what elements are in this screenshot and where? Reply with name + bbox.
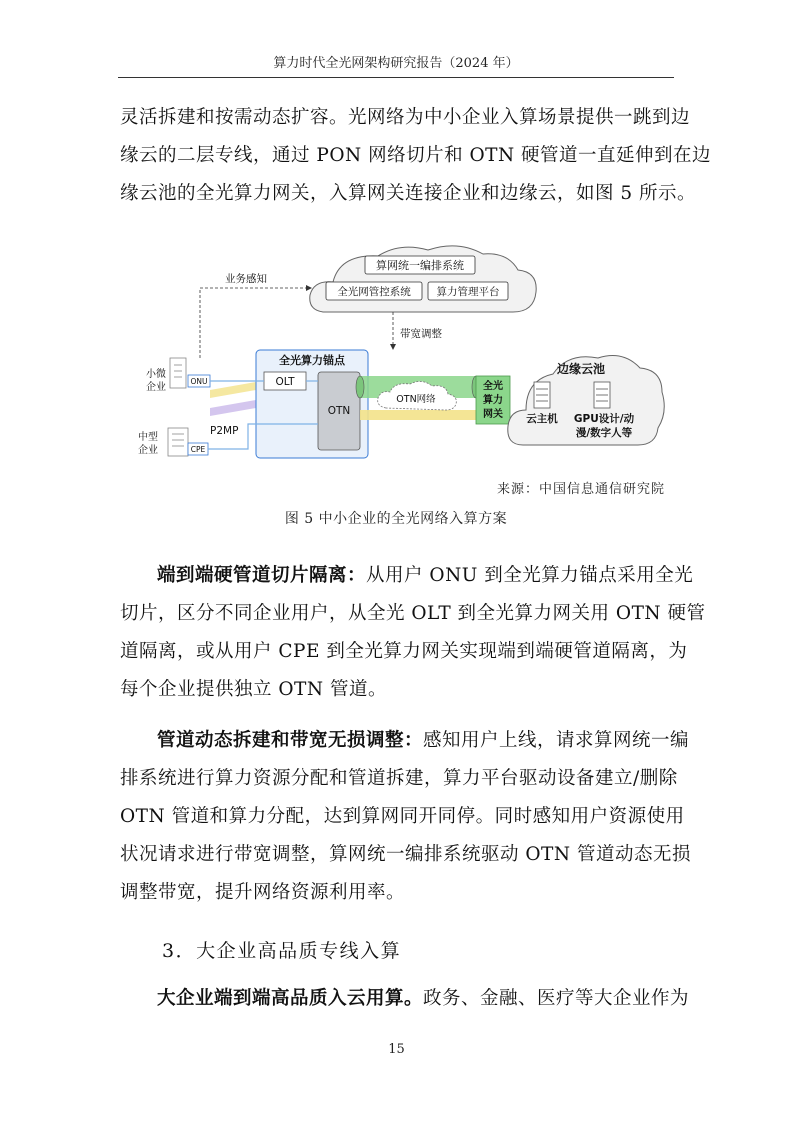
optical-control-label: 全光网管控系统 xyxy=(337,286,411,298)
para2-text-1: 感知用户上线，请求算网统一编 xyxy=(423,730,690,751)
medium-building-icon xyxy=(168,428,188,456)
business-sense-arrow xyxy=(200,288,306,358)
para1-line-2: 切片，区分不同企业用户，从全光 OLT 到全光算力网关用 OTN 硬管 xyxy=(120,603,706,624)
bandwidth-adjust-label: 带宽调整 xyxy=(400,328,442,340)
para3-text-1: 政务、金融、医疗等大企业作为 xyxy=(423,988,690,1009)
otn-network-label: OTN网络 xyxy=(396,394,436,405)
gpu-label-2: 漫/数字人等 xyxy=(575,427,633,439)
gpu-label-1: GPU设计/动 xyxy=(573,413,635,425)
gateway-label-1: 全光 xyxy=(483,381,503,392)
para3-line-1 xyxy=(157,980,690,1018)
yellow-tube xyxy=(360,410,476,420)
page-header: 算力时代全光网架构研究报告（2024 年） xyxy=(118,52,674,78)
yellow-slice xyxy=(210,382,256,398)
para2-lead: 管道动态拆建和带宽无损调整： xyxy=(157,730,424,751)
medium-enterprise-label-1: 中型 xyxy=(138,432,158,443)
para1-line-1 xyxy=(157,557,694,595)
olt-label: OLT xyxy=(275,376,295,388)
purple-slice xyxy=(210,400,256,416)
para2-line-2: 排系统进行算力资源分配和管道拆建，算力平台驱动设备建立/删除 xyxy=(120,768,678,789)
network-diagram xyxy=(128,240,668,460)
cloud-host-server-icon xyxy=(534,382,550,408)
cloud-host-label: 云主机 xyxy=(526,413,558,425)
orchestration-label: 算网统一编排系统 xyxy=(376,259,464,272)
intro-line-3: 缘云池的全光算力网关，入算网关连接企业和边缘云，如图 5 所示。 xyxy=(120,183,697,204)
small-enterprise-label-2: 企业 xyxy=(146,382,166,393)
para2-line-5: 调整带宽，提升网络资源利用率。 xyxy=(120,882,406,903)
para3-lead: 大企业端到端高品质入云用算。 xyxy=(157,988,424,1009)
para2-line-3: OTN 管道和算力分配，达到算网同开同停。同时感知用户资源使用 xyxy=(120,806,685,827)
intro-line-1: 灵活拆建和按需动态扩容。光网络为中小企业入算场景提供一跳到边 xyxy=(120,107,691,128)
para1-text-1: 从用户 ONU 到全光算力锚点采用全光 xyxy=(366,565,694,586)
gpu-server-icon xyxy=(594,382,610,408)
para1-lead: 端到端硬管道切片隔离： xyxy=(157,565,367,586)
medium-enterprise-label-2: 企业 xyxy=(138,445,158,456)
p2mp-label: P2MP xyxy=(210,425,239,437)
compute-mgmt-label: 算力管理平台 xyxy=(436,286,500,298)
business-sense-label: 业务感知 xyxy=(225,273,267,285)
gateway-label-2: 算力 xyxy=(483,395,503,406)
intro-line-2: 缘云的二层专线，通过 PON 网络切片和 OTN 硬管道一直延伸到在边 xyxy=(120,145,712,166)
gateway-label-3: 网关 xyxy=(483,409,503,420)
figure-caption: 图 5 中小企业的全光网络入算方案 xyxy=(284,511,508,527)
edge-pool-title: 边缘云池 xyxy=(556,362,606,376)
page-number: 15 xyxy=(388,1042,405,1057)
otn-label: OTN xyxy=(327,405,351,417)
cpe-label: CPE xyxy=(190,445,206,454)
section-title: 3．大企业高品质专线入算 xyxy=(162,940,402,962)
figure-source: 来源：中国信息通信研究院 xyxy=(496,482,665,497)
onu-label: ONU xyxy=(190,377,208,386)
small-enterprise-label-1: 小微 xyxy=(146,369,166,380)
para2-line-1 xyxy=(157,722,690,760)
small-building-icon xyxy=(170,358,186,388)
para1-line-4: 每个企业提供独立 OTN 管道。 xyxy=(120,679,387,700)
anchor-title: 全光算力锚点 xyxy=(279,354,345,367)
para1-line-3: 道隔离，或从用户 CPE 到全光算力网关实现端到端硬管道隔离，为 xyxy=(120,641,688,662)
para2-line-4: 状况请求进行带宽调整，算网统一编排系统驱动 OTN 管道动态无损 xyxy=(120,844,691,865)
